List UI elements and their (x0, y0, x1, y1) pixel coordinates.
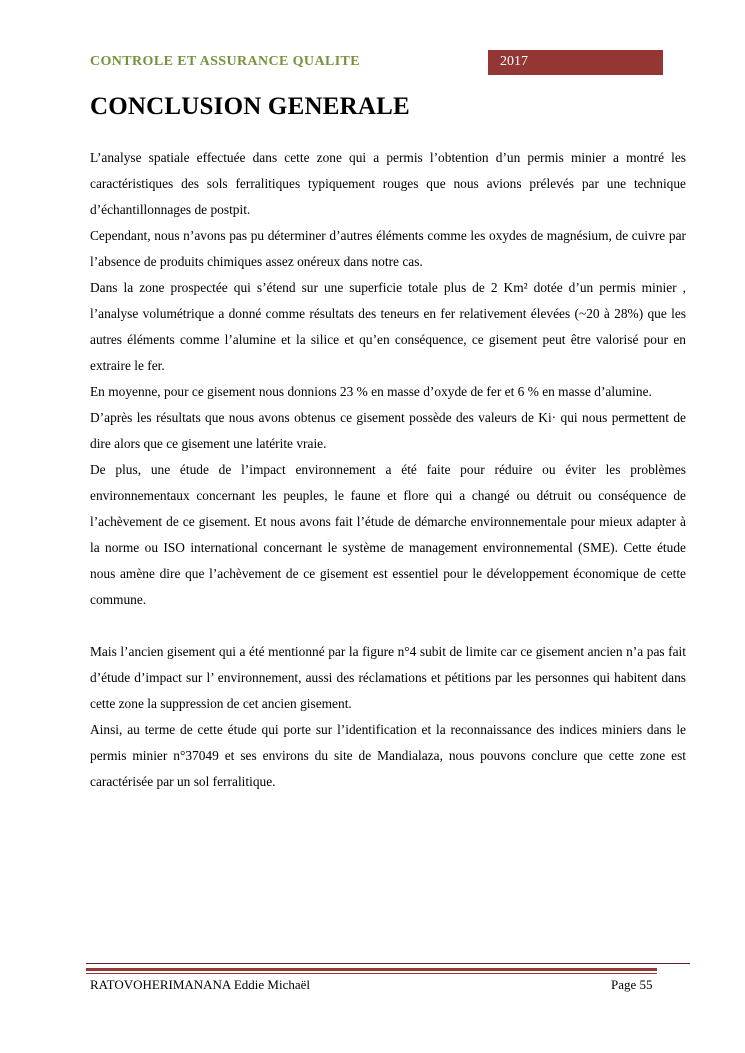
paragraph: Cependant, nous n’avons pas pu déterminer d’autres éléments comme les oxydes de magnésium, de cuivre par l’absence de produits chimiques assez onéreux dans notre cas. (90, 228, 686, 269)
footer-author: RATOVOHERIMANANA Eddie Michaël (90, 977, 311, 992)
paragraph: En moyenne, pour ce gisement nous donnions 23 % en masse d’oxyde de fer et 6 % en masse d’alumine. (90, 384, 652, 399)
document-body (90, 145, 686, 795)
page-number: Page 55 (611, 977, 653, 992)
paragraph: Dans la zone prospectée qui s’étend sur une superficie totale plus de 2 Km² dotée d’un permis minier , l’analyse volumétrique a donné comme résultats des teneurs en fer relativement élevées (~20 à 28%) que les autres éléments comme l’alumine et la silice et qu’en conséquence, ce gisement peut être valorisé pour en extraire le fer. (90, 280, 686, 373)
page-title: CONCLUSION GENERALE (90, 93, 410, 120)
paragraph: L’analyse spatiale effectuée dans cette zone qui a permis l’obtention d’un permis minier a montré les caractéristiques des sols ferralitiques typiquement rouges que nous avions prélevés par une technique d’échantillonnages de postpit. (90, 150, 686, 217)
year-badge: 2017 (488, 50, 663, 75)
footer-divider-thin (86, 973, 657, 974)
paragraph: D’après les résultats que nous avons obtenus ce gisement possède des valeurs de Ki· qui nous permettent de dire alors que ce gisement une latérite vraie. (90, 410, 686, 451)
paragraph: Mais l’ancien gisement qui a été mentionné par la figure n°4 subit de limite car ce gisement ancien n’a pas fait d’étude d’impact sur l’ environnement, aussi des réclamations et pétitions par les personnes qui habitent dans cette zone la suppression de cet ancien gisement. (90, 644, 686, 711)
paragraph: Ainsi, au terme de cette étude qui porte sur l’identification et la reconnaissance des indices miniers dans le permis minier n°37049 et ses environs du site de Mandialaza, nous pouvons conclure que cette zone est caractérisée par un sol ferralitique. (90, 722, 686, 789)
header-title: CONTROLE ET ASSURANCE QUALITE (90, 54, 361, 69)
footer-divider (86, 963, 690, 964)
footer-divider-thick (86, 968, 657, 971)
paragraph: De plus, une étude de l’impact environnement a été faite pour réduire ou éviter les problèmes environnementaux concernant les peuples, le faune et flore qui a changé ou détruit ou conséquence de l’achèvement de ce gisement. Et nous avons fait l’étude de démarche environnementale pour mieux adapter à la norme ou ISO international concernant le système de management environnemental (SME). Cette étude nous amène dire que l’achèvement de ce gisement est essentiel pour le développement économique de cette commune. (90, 462, 686, 607)
